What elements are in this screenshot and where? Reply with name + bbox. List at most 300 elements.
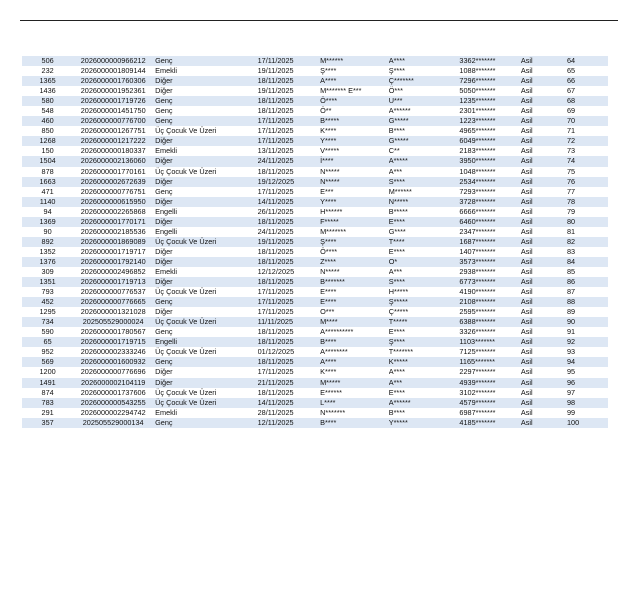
cell-tc-id: 4190******* xyxy=(459,287,520,297)
cell-application-no: 1351 xyxy=(22,277,73,287)
cell-date: 18/11/2025 xyxy=(258,277,320,287)
cell-first-name: M***** xyxy=(320,378,389,388)
cell-tc-id: 6666******* xyxy=(459,207,520,217)
cell-application-no: 150 xyxy=(22,146,73,156)
cell-reference-no: 2026000001600932 xyxy=(73,357,153,367)
table-row xyxy=(22,357,608,367)
cell-first-name: E****** xyxy=(320,388,389,398)
cell-date: 26/11/2025 xyxy=(258,207,320,217)
cell-tc-id: 6987******* xyxy=(459,408,520,418)
cell-rank: 75 xyxy=(567,167,608,177)
cell-first-name: Y**** xyxy=(320,136,389,146)
cell-category: Engelli xyxy=(153,337,257,347)
cell-last-name: Ş**** xyxy=(389,66,460,76)
cell-date: 12/11/2025 xyxy=(258,418,320,428)
cell-status: Asil xyxy=(521,156,567,166)
cell-status: Asil xyxy=(521,177,567,187)
cell-last-name: G***** xyxy=(389,136,460,146)
cell-tc-id: 4185******* xyxy=(459,418,520,428)
cell-category: Emekli xyxy=(153,66,257,76)
table-row xyxy=(22,156,608,166)
table-row xyxy=(22,337,608,347)
cell-last-name: C** xyxy=(389,146,460,156)
cell-rank: 89 xyxy=(567,307,608,317)
cell-status: Asil xyxy=(521,398,567,408)
cell-first-name: M******* xyxy=(320,227,389,237)
cell-category: Genç xyxy=(153,106,257,116)
cell-reference-no: 2026000001451750 xyxy=(73,106,153,116)
cell-date: 18/11/2025 xyxy=(258,76,320,86)
cell-reference-no: 2026000001760306 xyxy=(73,76,153,86)
header-rule xyxy=(20,20,618,21)
cell-last-name: Ş**** xyxy=(389,337,460,347)
cell-reference-no: 2026000001719715 xyxy=(73,337,153,347)
cell-category: Üç Çocuk Ve Üzeri xyxy=(153,237,257,247)
cell-tc-id: 2595******* xyxy=(459,307,520,317)
cell-last-name: K***** xyxy=(389,357,460,367)
cell-tc-id: 1407******* xyxy=(459,247,520,257)
cell-rank: 87 xyxy=(567,287,608,297)
cell-last-name: Ö*** xyxy=(389,86,460,96)
cell-tc-id: 2297******* xyxy=(459,367,520,377)
table-row xyxy=(22,116,608,126)
cell-rank: 65 xyxy=(567,66,608,76)
cell-tc-id: 2301******* xyxy=(459,106,520,116)
cell-first-name: N***** xyxy=(320,267,389,277)
cell-last-name: B**** xyxy=(389,408,460,418)
table-row xyxy=(22,408,608,418)
cell-application-no: 232 xyxy=(22,66,73,76)
cell-application-no: 90 xyxy=(22,227,73,237)
cell-rank: 78 xyxy=(567,197,608,207)
cell-category: Genç xyxy=(153,357,257,367)
cell-category: Genç xyxy=(153,327,257,337)
cell-first-name: B**** xyxy=(320,337,389,347)
cell-date: 24/11/2025 xyxy=(258,156,320,166)
cell-rank: 98 xyxy=(567,398,608,408)
cell-application-no: 1491 xyxy=(22,378,73,388)
cell-status: Asil xyxy=(521,207,567,217)
cell-tc-id: 3326******* xyxy=(459,327,520,337)
cell-first-name: H****** xyxy=(320,207,389,217)
cell-status: Asil xyxy=(521,126,567,136)
cell-application-no: 874 xyxy=(22,388,73,398)
cell-category: Diğer xyxy=(153,136,257,146)
cell-rank: 92 xyxy=(567,337,608,347)
cell-status: Asil xyxy=(521,257,567,267)
cell-last-name: S**** xyxy=(389,177,460,187)
cell-first-name: E**** xyxy=(320,297,389,307)
cell-date: 19/11/2025 xyxy=(258,86,320,96)
cell-category: Diğer xyxy=(153,277,257,287)
cell-date: 01/12/2025 xyxy=(258,347,320,357)
table-row xyxy=(22,247,608,257)
cell-rank: 84 xyxy=(567,257,608,267)
cell-date: 17/11/2025 xyxy=(258,56,320,66)
cell-date: 12/12/2025 xyxy=(258,267,320,277)
cell-status: Asil xyxy=(521,146,567,156)
cell-application-no: 452 xyxy=(22,297,73,307)
cell-last-name: Ş***** xyxy=(389,297,460,307)
cell-application-no: 1295 xyxy=(22,307,73,317)
cell-tc-id: 7296******* xyxy=(459,76,520,86)
cell-last-name: T**** xyxy=(389,237,460,247)
cell-status: Asil xyxy=(521,96,567,106)
table-row xyxy=(22,207,608,217)
cell-status: Asil xyxy=(521,56,567,66)
cell-status: Asil xyxy=(521,86,567,96)
cell-first-name: M****** xyxy=(320,56,389,66)
cell-status: Asil xyxy=(521,227,567,237)
cell-date: 17/11/2025 xyxy=(258,367,320,377)
cell-rank: 83 xyxy=(567,247,608,257)
cell-category: Üç Çocuk Ve Üzeri xyxy=(153,126,257,136)
cell-category: Emekli xyxy=(153,146,257,156)
cell-reference-no: 2026000002333246 xyxy=(73,347,153,357)
cell-application-no: 1369 xyxy=(22,217,73,227)
cell-reference-no: 2026000002185536 xyxy=(73,227,153,237)
cell-first-name: N***** xyxy=(320,167,389,177)
cell-application-no: 1663 xyxy=(22,177,73,187)
cell-category: Emekli xyxy=(153,408,257,418)
cell-category: Üç Çocuk Ve Üzeri xyxy=(153,287,257,297)
cell-status: Asil xyxy=(521,116,567,126)
cell-reference-no: 2026000001321028 xyxy=(73,307,153,317)
cell-first-name: B***** xyxy=(320,116,389,126)
cell-application-no: 1140 xyxy=(22,197,73,207)
cell-application-no: 548 xyxy=(22,106,73,116)
cell-first-name: A**** xyxy=(320,76,389,86)
cell-first-name: Ö** xyxy=(320,106,389,116)
cell-tc-id: 6773******* xyxy=(459,277,520,287)
cell-date: 17/11/2025 xyxy=(258,116,320,126)
cell-tc-id: 4939******* xyxy=(459,378,520,388)
cell-reference-no: 2026000000776751 xyxy=(73,187,153,197)
cell-rank: 77 xyxy=(567,187,608,197)
cell-status: Asil xyxy=(521,106,567,116)
cell-last-name: B***** xyxy=(389,207,460,217)
cell-last-name: T******* xyxy=(389,347,460,357)
cell-first-name: A**** xyxy=(320,357,389,367)
cell-tc-id: 5050******* xyxy=(459,86,520,96)
cell-application-no: 580 xyxy=(22,96,73,106)
cell-first-name: Ş**** xyxy=(320,237,389,247)
table-row xyxy=(22,76,608,86)
table-row xyxy=(22,378,608,388)
cell-application-no: 460 xyxy=(22,116,73,126)
cell-rank: 66 xyxy=(567,76,608,86)
cell-first-name: Z**** xyxy=(320,257,389,267)
cell-category: Engelli xyxy=(153,227,257,237)
cell-last-name: G**** xyxy=(389,227,460,237)
cell-first-name: Ö**** xyxy=(320,247,389,257)
cell-tc-id: 4579******* xyxy=(459,398,520,408)
cell-last-name: A*** xyxy=(389,267,460,277)
cell-date: 19/11/2025 xyxy=(258,237,320,247)
cell-first-name: Ş**** xyxy=(320,66,389,76)
table-row xyxy=(22,418,608,428)
cell-rank: 70 xyxy=(567,116,608,126)
cell-date: 28/11/2025 xyxy=(258,408,320,418)
cell-status: Asil xyxy=(521,357,567,367)
cell-status: Asil xyxy=(521,408,567,418)
cell-rank: 82 xyxy=(567,237,608,247)
cell-rank: 94 xyxy=(567,357,608,367)
table-row xyxy=(22,146,608,156)
cell-category: Diğer xyxy=(153,367,257,377)
cell-reference-no: 2026000001737606 xyxy=(73,388,153,398)
cell-application-no: 1268 xyxy=(22,136,73,146)
cell-last-name: A**** xyxy=(389,56,460,66)
cell-category: Genç xyxy=(153,56,257,66)
cell-rank: 74 xyxy=(567,156,608,166)
cell-application-no: 569 xyxy=(22,357,73,367)
cell-first-name: A******** xyxy=(320,347,389,357)
cell-status: Asil xyxy=(521,267,567,277)
table-row xyxy=(22,277,608,287)
cell-status: Asil xyxy=(521,217,567,227)
table-row xyxy=(22,86,608,96)
cell-status: Asil xyxy=(521,237,567,247)
cell-first-name: K**** xyxy=(320,367,389,377)
cell-date: 18/11/2025 xyxy=(258,167,320,177)
cell-first-name: A********** xyxy=(320,327,389,337)
cell-last-name: U*** xyxy=(389,96,460,106)
cell-first-name: M******* E*** xyxy=(320,86,389,96)
cell-tc-id: 2108******* xyxy=(459,297,520,307)
cell-tc-id: 2534******* xyxy=(459,177,520,187)
cell-rank: 80 xyxy=(567,217,608,227)
cell-last-name: Ç******* xyxy=(389,76,460,86)
cell-status: Asil xyxy=(521,187,567,197)
cell-rank: 72 xyxy=(567,136,608,146)
cell-last-name: A****** xyxy=(389,398,460,408)
cell-rank: 69 xyxy=(567,106,608,116)
cell-rank: 79 xyxy=(567,207,608,217)
cell-tc-id: 3728******* xyxy=(459,197,520,207)
cell-reference-no: 2026000000180337 xyxy=(73,146,153,156)
cell-tc-id: 2183******* xyxy=(459,146,520,156)
cell-first-name: B**** xyxy=(320,418,389,428)
cell-rank: 85 xyxy=(567,267,608,277)
cell-rank: 67 xyxy=(567,86,608,96)
cell-reference-no: 2026000001792140 xyxy=(73,257,153,267)
cell-reference-no: 2026000001770171 xyxy=(73,217,153,227)
cell-tc-id: 1088******* xyxy=(459,66,520,76)
cell-last-name: E**** xyxy=(389,388,460,398)
cell-rank: 93 xyxy=(567,347,608,357)
cell-reference-no: 2026000001719713 xyxy=(73,277,153,287)
cell-date: 18/11/2025 xyxy=(258,247,320,257)
table-row xyxy=(22,56,608,66)
cell-first-name: E*** xyxy=(320,187,389,197)
cell-last-name: M****** xyxy=(389,187,460,197)
cell-reference-no: 2026000002265868 xyxy=(73,207,153,217)
cell-application-no: 1436 xyxy=(22,86,73,96)
cell-status: Asil xyxy=(521,297,567,307)
cell-reference-no: 2026000001267751 xyxy=(73,126,153,136)
cell-category: Üç Çocuk Ve Üzeri xyxy=(153,388,257,398)
cell-last-name: A**** xyxy=(389,367,460,377)
cell-date: 17/11/2025 xyxy=(258,136,320,146)
cell-date: 11/11/2025 xyxy=(258,317,320,327)
cell-date: 18/11/2025 xyxy=(258,257,320,267)
table-row xyxy=(22,257,608,267)
cell-application-no: 878 xyxy=(22,167,73,177)
table-row xyxy=(22,197,608,207)
cell-status: Asil xyxy=(521,307,567,317)
cell-category: Diğer xyxy=(153,307,257,317)
cell-reference-no: 2026000000615950 xyxy=(73,197,153,207)
cell-rank: 91 xyxy=(567,327,608,337)
cell-date: 17/11/2025 xyxy=(258,187,320,197)
cell-first-name: K**** xyxy=(320,126,389,136)
cell-category: Genç xyxy=(153,187,257,197)
table-row xyxy=(22,398,608,408)
cell-category: Diğer xyxy=(153,247,257,257)
table-row xyxy=(22,187,608,197)
cell-rank: 96 xyxy=(567,378,608,388)
cell-tc-id: 6049******* xyxy=(459,136,520,146)
cell-rank: 64 xyxy=(567,56,608,66)
cell-tc-id: 2347******* xyxy=(459,227,520,237)
cell-status: Asil xyxy=(521,337,567,347)
cell-status: Asil xyxy=(521,327,567,337)
cell-date: 18/11/2025 xyxy=(258,337,320,347)
cell-category: Genç xyxy=(153,297,257,307)
table-row xyxy=(22,217,608,227)
cell-status: Asil xyxy=(521,277,567,287)
cell-application-no: 892 xyxy=(22,237,73,247)
cell-date: 18/11/2025 xyxy=(258,217,320,227)
cell-date: 19/12/2025 xyxy=(258,177,320,187)
cell-rank: 97 xyxy=(567,388,608,398)
cell-reference-no: 2026000002104119 xyxy=(73,378,153,388)
cell-application-no: 734 xyxy=(22,317,73,327)
cell-rank: 99 xyxy=(567,408,608,418)
cell-first-name: M**** xyxy=(320,317,389,327)
cell-category: Emekli xyxy=(153,267,257,277)
cell-last-name: A*** xyxy=(389,378,460,388)
table-row xyxy=(22,307,608,317)
cell-application-no: 65 xyxy=(22,337,73,347)
cell-category: Diğer xyxy=(153,217,257,227)
cell-category: Engelli xyxy=(153,207,257,217)
cell-application-no: 357 xyxy=(22,418,73,428)
cell-tc-id: 6460******* xyxy=(459,217,520,227)
cell-status: Asil xyxy=(521,287,567,297)
cell-status: Asil xyxy=(521,418,567,428)
cell-reference-no: 2026000001780567 xyxy=(73,327,153,337)
cell-rank: 88 xyxy=(567,297,608,307)
cell-first-name: Ö**** xyxy=(320,96,389,106)
cell-application-no: 850 xyxy=(22,126,73,136)
table-row xyxy=(22,237,608,247)
cell-first-name: İ**** xyxy=(320,156,389,166)
results-table xyxy=(22,56,608,428)
cell-first-name: N***** xyxy=(320,177,389,187)
cell-last-name: Y***** xyxy=(389,418,460,428)
table-row xyxy=(22,347,608,357)
table-row xyxy=(22,177,608,187)
cell-last-name: A***** xyxy=(389,156,460,166)
cell-application-no: 1352 xyxy=(22,247,73,257)
cell-status: Asil xyxy=(521,317,567,327)
table-row xyxy=(22,267,608,277)
cell-date: 24/11/2025 xyxy=(258,227,320,237)
cell-category: Üç Çocuk Ve Üzeri xyxy=(153,347,257,357)
cell-date: 18/11/2025 xyxy=(258,388,320,398)
cell-category: Diğer xyxy=(153,177,257,187)
table-row xyxy=(22,126,608,136)
cell-first-name: L**** xyxy=(320,398,389,408)
cell-application-no: 1376 xyxy=(22,257,73,267)
cell-rank: 71 xyxy=(567,126,608,136)
cell-status: Asil xyxy=(521,76,567,86)
cell-application-no: 783 xyxy=(22,398,73,408)
cell-last-name: E**** xyxy=(389,247,460,257)
cell-rank: 81 xyxy=(567,227,608,237)
table-row xyxy=(22,327,608,337)
table-row xyxy=(22,227,608,237)
cell-status: Asil xyxy=(521,378,567,388)
cell-category: Diğer xyxy=(153,76,257,86)
cell-last-name: E**** xyxy=(389,217,460,227)
cell-tc-id: 4965******* xyxy=(459,126,520,136)
cell-tc-id: 7293******* xyxy=(459,187,520,197)
cell-category: Diğer xyxy=(153,86,257,96)
cell-application-no: 506 xyxy=(22,56,73,66)
cell-application-no: 1200 xyxy=(22,367,73,377)
cell-tc-id: 3362******* xyxy=(459,56,520,66)
cell-reference-no: 202505529000024 xyxy=(73,317,153,327)
cell-last-name: T***** xyxy=(389,317,460,327)
cell-reference-no: 2026000001809144 xyxy=(73,66,153,76)
cell-category: Üç Çocuk Ve Üzeri xyxy=(153,317,257,327)
cell-tc-id: 1165******* xyxy=(459,357,520,367)
table-row xyxy=(22,388,608,398)
cell-reference-no: 202505529000134 xyxy=(73,418,153,428)
table-row xyxy=(22,106,608,116)
cell-last-name: Ç***** xyxy=(389,307,460,317)
cell-rank: 95 xyxy=(567,367,608,377)
cell-category: Genç xyxy=(153,116,257,126)
cell-status: Asil xyxy=(521,388,567,398)
cell-rank: 73 xyxy=(567,146,608,156)
cell-reference-no: 2026000002294742 xyxy=(73,408,153,418)
cell-status: Asil xyxy=(521,197,567,207)
cell-application-no: 1504 xyxy=(22,156,73,166)
cell-rank: 86 xyxy=(567,277,608,287)
cell-date: 14/11/2025 xyxy=(258,197,320,207)
cell-status: Asil xyxy=(521,136,567,146)
cell-reference-no: 2026000001217222 xyxy=(73,136,153,146)
table-row xyxy=(22,96,608,106)
cell-tc-id: 3950******* xyxy=(459,156,520,166)
cell-reference-no: 2026000001869089 xyxy=(73,237,153,247)
table-row xyxy=(22,287,608,297)
cell-rank: 68 xyxy=(567,96,608,106)
cell-reference-no: 2026000000776696 xyxy=(73,367,153,377)
cell-category: Diğer xyxy=(153,378,257,388)
cell-tc-id: 1235******* xyxy=(459,96,520,106)
cell-tc-id: 2938******* xyxy=(459,267,520,277)
cell-last-name: H***** xyxy=(389,287,460,297)
cell-date: 17/11/2025 xyxy=(258,307,320,317)
cell-first-name: Y**** xyxy=(320,197,389,207)
cell-status: Asil xyxy=(521,367,567,377)
cell-date: 17/11/2025 xyxy=(258,297,320,307)
